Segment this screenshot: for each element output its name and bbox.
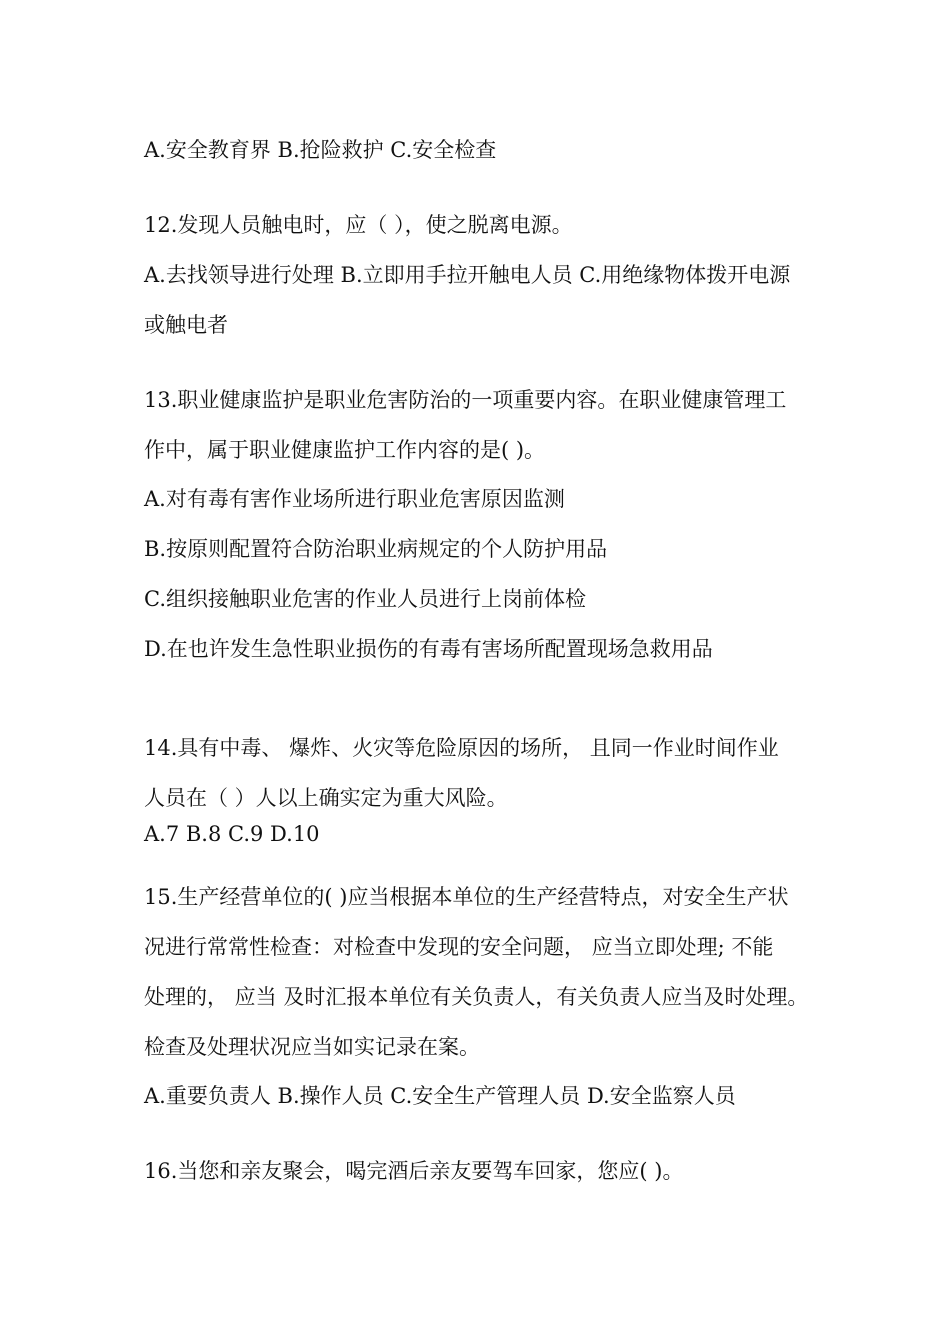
q13-question-line2: 作中，属于职业健康监护工作内容的是( )。 (144, 438, 546, 462)
q16-question: 16.当您和亲友聚会，喝完酒后亲友要驾车回家，您应( )。 (144, 1159, 684, 1183)
q14-options: A.7 B.8 C.9 D.10 (144, 822, 320, 846)
q14-question-line1: 14.具有中毒、 爆炸、火灾等危险原因的场所， 且同一作业时间作业 (144, 736, 779, 760)
q13-option-c: C.组织接触职业危害的作业人员进行上岗前体检 (144, 587, 586, 611)
q11-options: A.安全教育界 B.抢险救护 C.安全检查 (144, 138, 497, 162)
q13-question-line1: 13.职业健康监护是职业危害防治的一项重要内容。在职业健康管理工 (144, 388, 787, 412)
q15-question-line3: 处理的， 应当 及时汇报本单位有关负责人，有关负责人应当及时处理。 (144, 985, 809, 1009)
q15-options: A.重要负责人 B.操作人员 C.安全生产管理人员 D.安全监察人员 (144, 1084, 736, 1108)
q12-question: 12.发现人员触电时，应（ ），使之脱离电源。 (144, 213, 573, 237)
q12-options-line1: A.去找领导进行处理 B.立即用手拉开触电人员 C.用绝缘物体拨开电源 (144, 263, 791, 287)
q15-question-line2: 况进行常常性检查：对检查中发现的安全问题， 应当立即处理; 不能 (144, 935, 774, 959)
q15-question-line1: 15.生产经营单位的( )应当根据本单位的生产经营特点，对安全生产状 (144, 885, 789, 909)
q13-option-d: D.在也许发生急性职业损伤的有毒有害场所配置现场急救用品 (144, 637, 713, 661)
q15-question-line4: 检查及处理状况应当如实记录在案。 (144, 1035, 480, 1059)
q14-question-line2: 人员在（ ）人以上确实定为重大风险。 (144, 786, 508, 810)
q13-option-b: B.按原则配置符合防治职业病规定的个人防护用品 (144, 537, 608, 561)
q12-options-line2: 或触电者 (144, 313, 228, 337)
q13-option-a: A.对有毒有害作业场所进行职业危害原因监测 (144, 487, 565, 511)
